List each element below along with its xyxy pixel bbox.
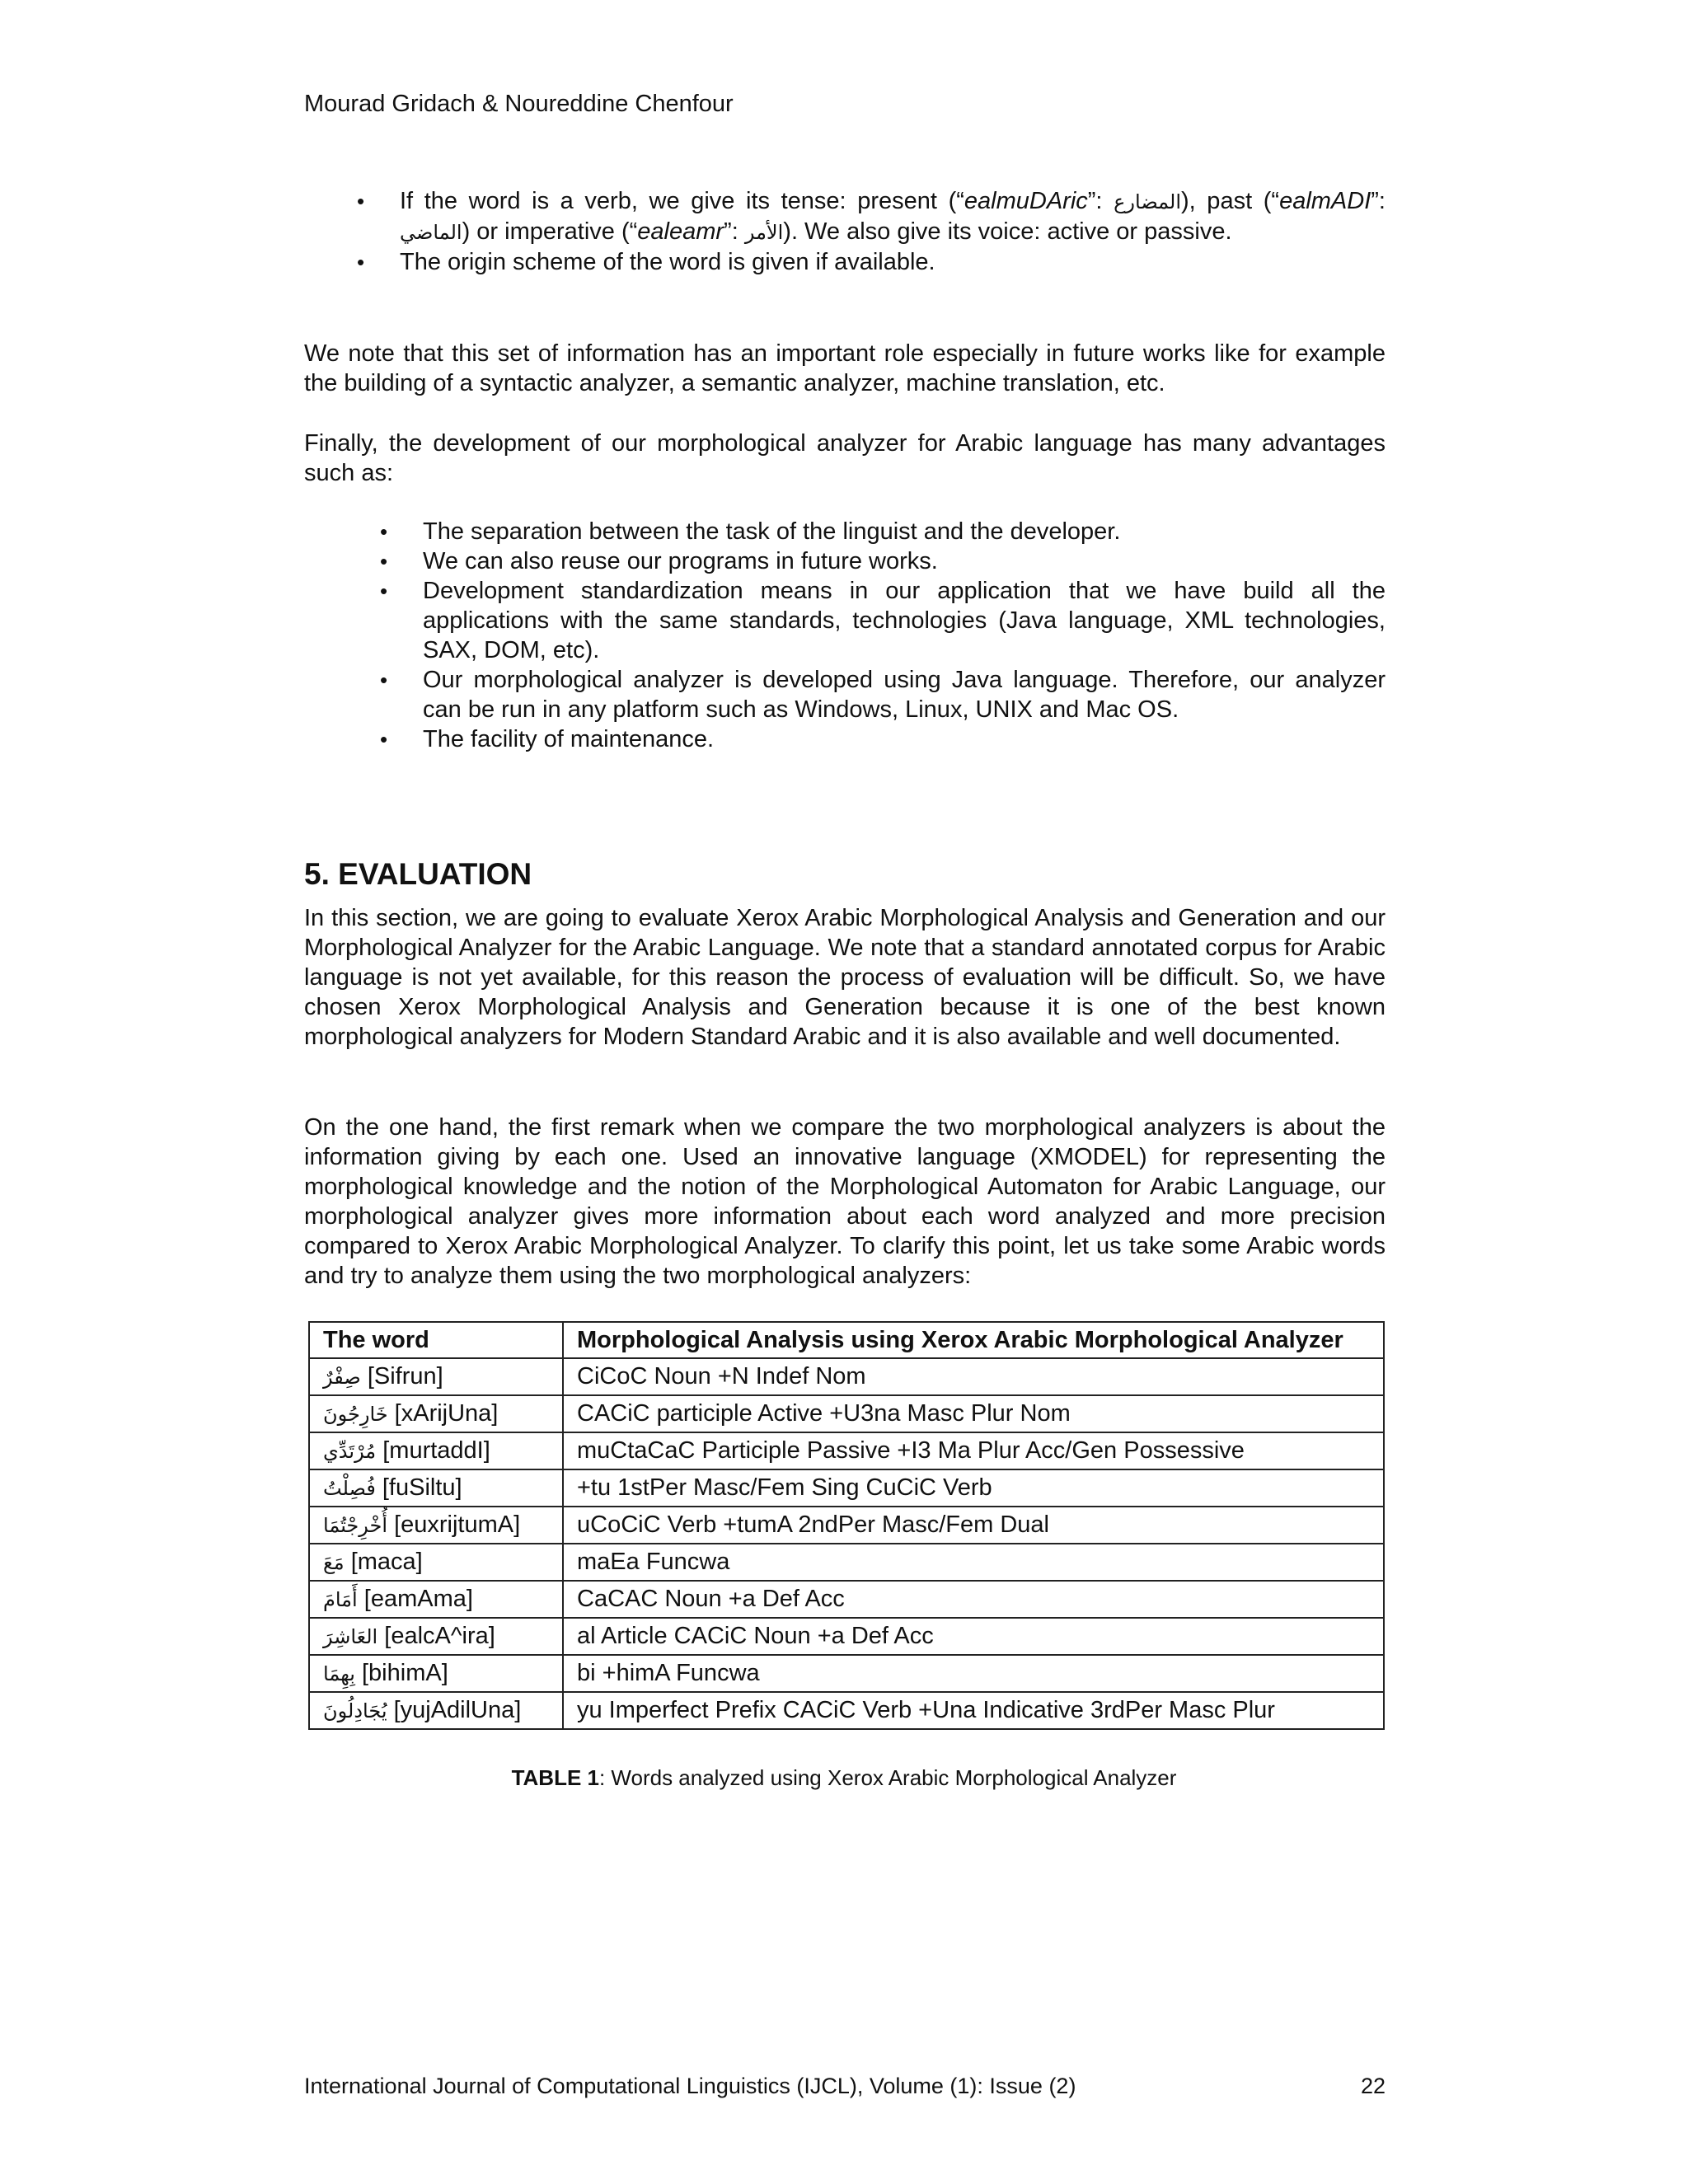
list-item (357, 186, 1386, 247)
bullet-text: Development standardization means in our application that we have build all the applications with the same standards, technologies (Java language, XML technologies, SAX, DOM, etc). (423, 578, 1386, 663)
caption-label: TABLE 1 (511, 1765, 599, 1790)
word-cell (309, 1618, 563, 1655)
word-cell (309, 1692, 563, 1729)
analysis-cell: CaCAC Noun +a Def Acc (563, 1581, 1384, 1618)
table-row (309, 1507, 1384, 1544)
bullet-icon: • (357, 250, 365, 274)
bullet-text: We can also reuse our programs in future works. (423, 548, 938, 574)
word-cell (309, 1655, 563, 1692)
list-item (380, 546, 1386, 576)
transliteration: [yujAdilUna] (387, 1697, 522, 1723)
table-caption (0, 1765, 1688, 1791)
paragraph: In this section, we are going to evaluate Xerox Arabic Morphological Analysis and Generation and our Morphological Analyzer for the Arabic Language. We note that a standard annotated corpus for Arabic language is not yet available, for this reason the process of evaluation will be difficult. So, we have chosen Xerox Morphological Analysis and Generation because it is one of the best known morphological analyzers for Modern Standard Arabic and it is also available and well documented. (304, 905, 1386, 1050)
page-number: 22 (1360, 2074, 1386, 2098)
table-row (309, 1581, 1384, 1618)
term-past: ealmADI (1279, 188, 1372, 214)
bullet-icon: • (380, 727, 388, 752)
arabic-word: يُجَادِلُونَ (323, 1699, 387, 1722)
word-cell (309, 1395, 563, 1432)
word-cell (309, 1432, 563, 1469)
analysis-cell: muCtaCaC Participle Passive +I3 Ma Plur Acc/Gen Possessive (563, 1432, 1384, 1469)
page-footer (304, 2074, 1386, 2099)
table-row (309, 1544, 1384, 1581)
table-row (309, 1432, 1384, 1469)
bullet-text: ”: (1087, 188, 1114, 214)
arabic-word: مَعَ (323, 1551, 345, 1574)
table-header-row (309, 1322, 1384, 1358)
analysis-cell: maEa Funcwa (563, 1544, 1384, 1581)
table-row (309, 1655, 1384, 1692)
running-head-authors: Mourad Gridach & Noureddine Chenfour (304, 91, 734, 117)
analysis-cell: yu Imperfect Prefix CACiC Verb +Una Indicative 3rdPer Masc Plur (563, 1692, 1384, 1729)
arabic-word: صِفْرٌ (323, 1366, 361, 1389)
analysis-table (308, 1321, 1385, 1730)
bullet-text: ”: (724, 218, 745, 245)
bullet-text: The separation between the task of the linguist and the developer. (423, 518, 1121, 545)
arabic-word: أُخْرِجْتُمَا (323, 1514, 388, 1537)
journal-citation: International Journal of Computational Linguistics (IJCL), Volume (1): Issue (2) (304, 2074, 1076, 2098)
word-cell (309, 1544, 563, 1581)
arabic-word: فُصِلْتُ (323, 1477, 376, 1500)
bullet-list-word-info (357, 186, 1386, 277)
list-item (380, 517, 1386, 546)
paragraph: We note that this set of information has an important role especially in future works like for example the building of a syntactic analyzer, a semantic analyzer, machine translation, etc. (304, 340, 1386, 396)
analysis-cell: CACiC participle Active +U3na Masc Plur Nom (563, 1395, 1384, 1432)
transliteration: [fuSiltu] (375, 1474, 462, 1501)
arabic-term-past: الماضي (400, 221, 462, 244)
bullet-text: ”: (1371, 188, 1386, 214)
list-item (380, 724, 1386, 754)
transliteration: [bihimA] (354, 1660, 448, 1686)
transliteration: [xArijUna] (387, 1400, 499, 1427)
bullet-icon: • (357, 189, 365, 213)
bullet-text: If the word is a verb, we give its tense: present (“ (400, 188, 964, 214)
analysis-cell: CiCoC Noun +N Indef Nom (563, 1358, 1384, 1395)
arabic-term-present: المضارع (1114, 190, 1181, 213)
paragraph: Finally, the development of our morphological analyzer for Arabic language has many advantages such as: (304, 430, 1386, 486)
term-imperative: ealeamr (637, 218, 724, 245)
section-heading: 5. EVALUATION (304, 857, 532, 891)
arabic-word: مُرْتَدِّي (323, 1440, 377, 1463)
bullet-text: Our morphological analyzer is developed using Java language. Therefore, our analyzer can be run in any platform such as Windows, Linux, UNIX and Mac OS. (423, 667, 1386, 723)
word-cell (309, 1469, 563, 1507)
analysis-cell: al Article CACiC Noun +a Def Acc (563, 1618, 1384, 1655)
list-item (357, 247, 1386, 277)
caption-text: : Words analyzed using Xerox Arabic Morphological Analyzer (598, 1765, 1177, 1790)
transliteration: [ealcA^ira] (377, 1623, 495, 1649)
bullet-text: The origin scheme of the word is given if available. (400, 249, 935, 275)
table-row (309, 1618, 1384, 1655)
analysis-cell: uCoCiC Verb +tumA 2ndPer Masc/Fem Dual (563, 1507, 1384, 1544)
bullet-icon: • (380, 519, 388, 544)
bullet-list-advantages (380, 517, 1386, 754)
table-row (309, 1469, 1384, 1507)
analysis-cell: +tu 1stPer Masc/Fem Sing CuCiC Verb (563, 1469, 1384, 1507)
word-cell (309, 1507, 563, 1544)
arabic-word: العَاشِرَ (323, 1625, 378, 1648)
word-cell (309, 1581, 563, 1618)
paragraph: On the one hand, the first remark when we compare the two morphological analyzers is about the information giving by each one. Used an innovative language (XMODEL) for representing the morphological knowledge and the notion of the Morphological Automaton for Arabic Language, our morphological analyzer gives more information about each word analyzed and more precision compared to Xerox Arabic Morphological Analyzer. To clarify this point, let us take some Arabic words and try to analyze them using the two morphological analyzers: (304, 1114, 1386, 1289)
bullet-icon: • (380, 579, 388, 603)
table-row (309, 1358, 1384, 1395)
arabic-word: بِهِمَا (323, 1662, 355, 1685)
transliteration: [eamAma] (357, 1586, 473, 1612)
bullet-text: ) or imperative (“ (462, 218, 638, 245)
table-row (309, 1395, 1384, 1432)
arabic-term-imperative: الأمر (744, 221, 784, 244)
analysis-cell: bi +himA Funcwa (563, 1655, 1384, 1692)
transliteration: [Sifrun] (360, 1363, 443, 1390)
arabic-word: أَمَامَ (323, 1588, 358, 1611)
term-present: ealmuDAric (964, 188, 1088, 214)
bullet-text: The facility of maintenance. (423, 726, 715, 752)
bullet-text: ), past (“ (1180, 188, 1280, 214)
bullet-icon: • (380, 549, 388, 574)
list-item (380, 576, 1386, 665)
word-cell (309, 1358, 563, 1395)
column-header-word: The word (309, 1322, 563, 1358)
table-row (309, 1692, 1384, 1729)
transliteration: [maca] (344, 1549, 423, 1575)
bullet-icon: • (380, 668, 388, 692)
transliteration: [euxrijtumA] (387, 1511, 521, 1538)
transliteration: [murtaddI] (376, 1437, 490, 1464)
arabic-word: خَارِجُونَ (323, 1403, 388, 1426)
bullet-text: ). We also give its voice: active or passive. (783, 218, 1232, 245)
list-item (380, 665, 1386, 724)
column-header-analysis: Morphological Analysis using Xerox Arabic Morphological Analyzer (563, 1322, 1384, 1358)
